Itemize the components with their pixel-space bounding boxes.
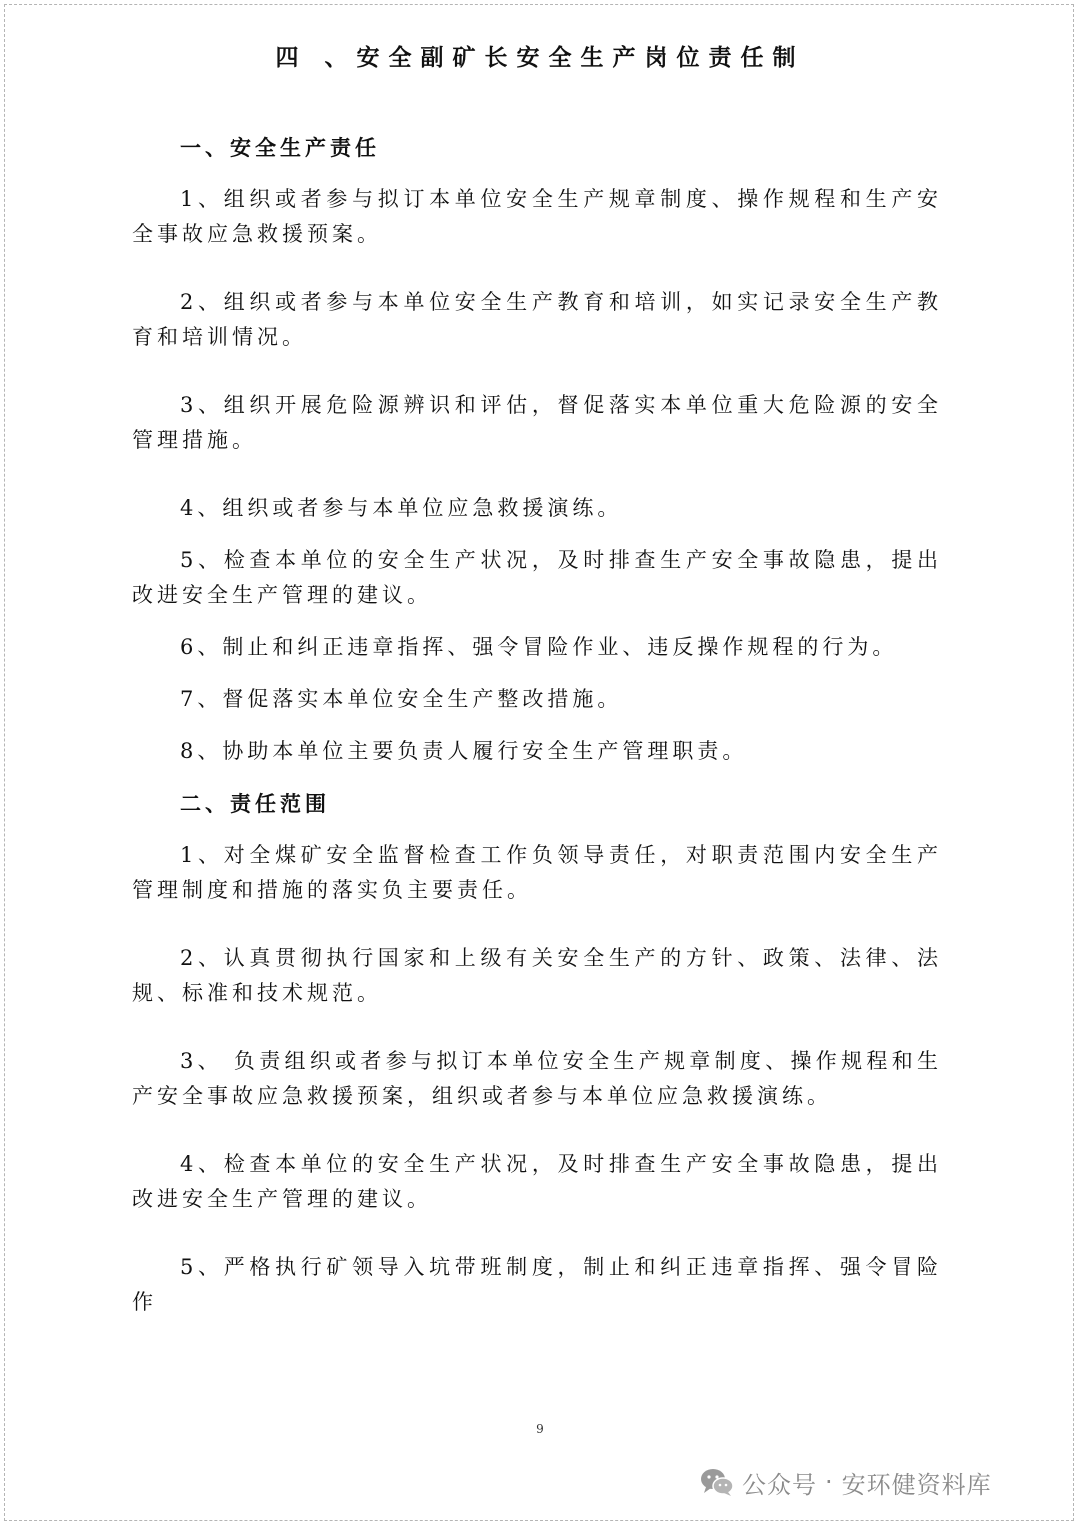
wechat-icon [700,1467,734,1497]
paragraph: 7、督促落实本单位安全生产整改措施。 [180,687,623,711]
paragraph: 2、组织或者参与本单位安全生产教育和培训，如实记录安全生产教育和培训情况。 [132,290,942,349]
paragraph: 1、组织或者参与拟订本单位安全生产规章制度、操作规程和生产安全事故应急救援预案。 [132,187,942,246]
watermark-account-name: 安环健资料库 [841,1470,992,1499]
paragraph: 3、 负责组织或者参与拟订本单位安全生产规章制度、操作规程和生产安全事故应急救援预案，组织或者参与本单位应急救援演练。 [132,1049,942,1108]
paragraph: 3、组织开展危险源辨识和评估，督促落实本单位重大危险源的安全管理措施。 [132,393,942,452]
paragraph: 6、制止和纠正违章指挥、强令冒险作业、违反操作规程的行为。 [180,635,898,659]
paragraph: 5、严格执行矿领导入坑带班制度，制止和纠正违章指挥、强令冒险作 [132,1255,942,1314]
page-number: 9 [536,1422,544,1436]
watermark-account-label: 公众号 [742,1470,817,1499]
watermark-separator: · [825,1468,834,1496]
document-title: 四 、安全副矿长安全生产岗位责任制 [275,44,805,71]
paragraph: 1、对全煤矿安全监督检查工作负领导责任，对职责范围内安全生产管理制度和措施的落实负主要责任。 [132,843,942,902]
paragraph: 8、协助本单位主要负责人履行安全生产管理职责。 [180,739,748,763]
paragraph: 4、检查本单位的安全生产状况，及时排查生产安全事故隐患，提出改进安全生产管理的建议。 [132,1152,942,1211]
section-heading-scope: 二、责任范围 [180,791,330,816]
watermark [700,1462,992,1502]
paragraph: 4、组织或者参与本单位应急救援演练。 [180,496,623,520]
paragraph: 5、检查本单位的安全生产状况，及时排查生产安全事故隐患，提出改进安全生产管理的建议。 [132,548,942,607]
document-body [132,130,942,1320]
paragraph: 2、认真贯彻执行国家和上级有关安全生产的方针、政策、法律、法规、标准和技术规范。 [132,946,942,1005]
section-heading-responsibility: 一、安全生产责任 [180,135,380,160]
